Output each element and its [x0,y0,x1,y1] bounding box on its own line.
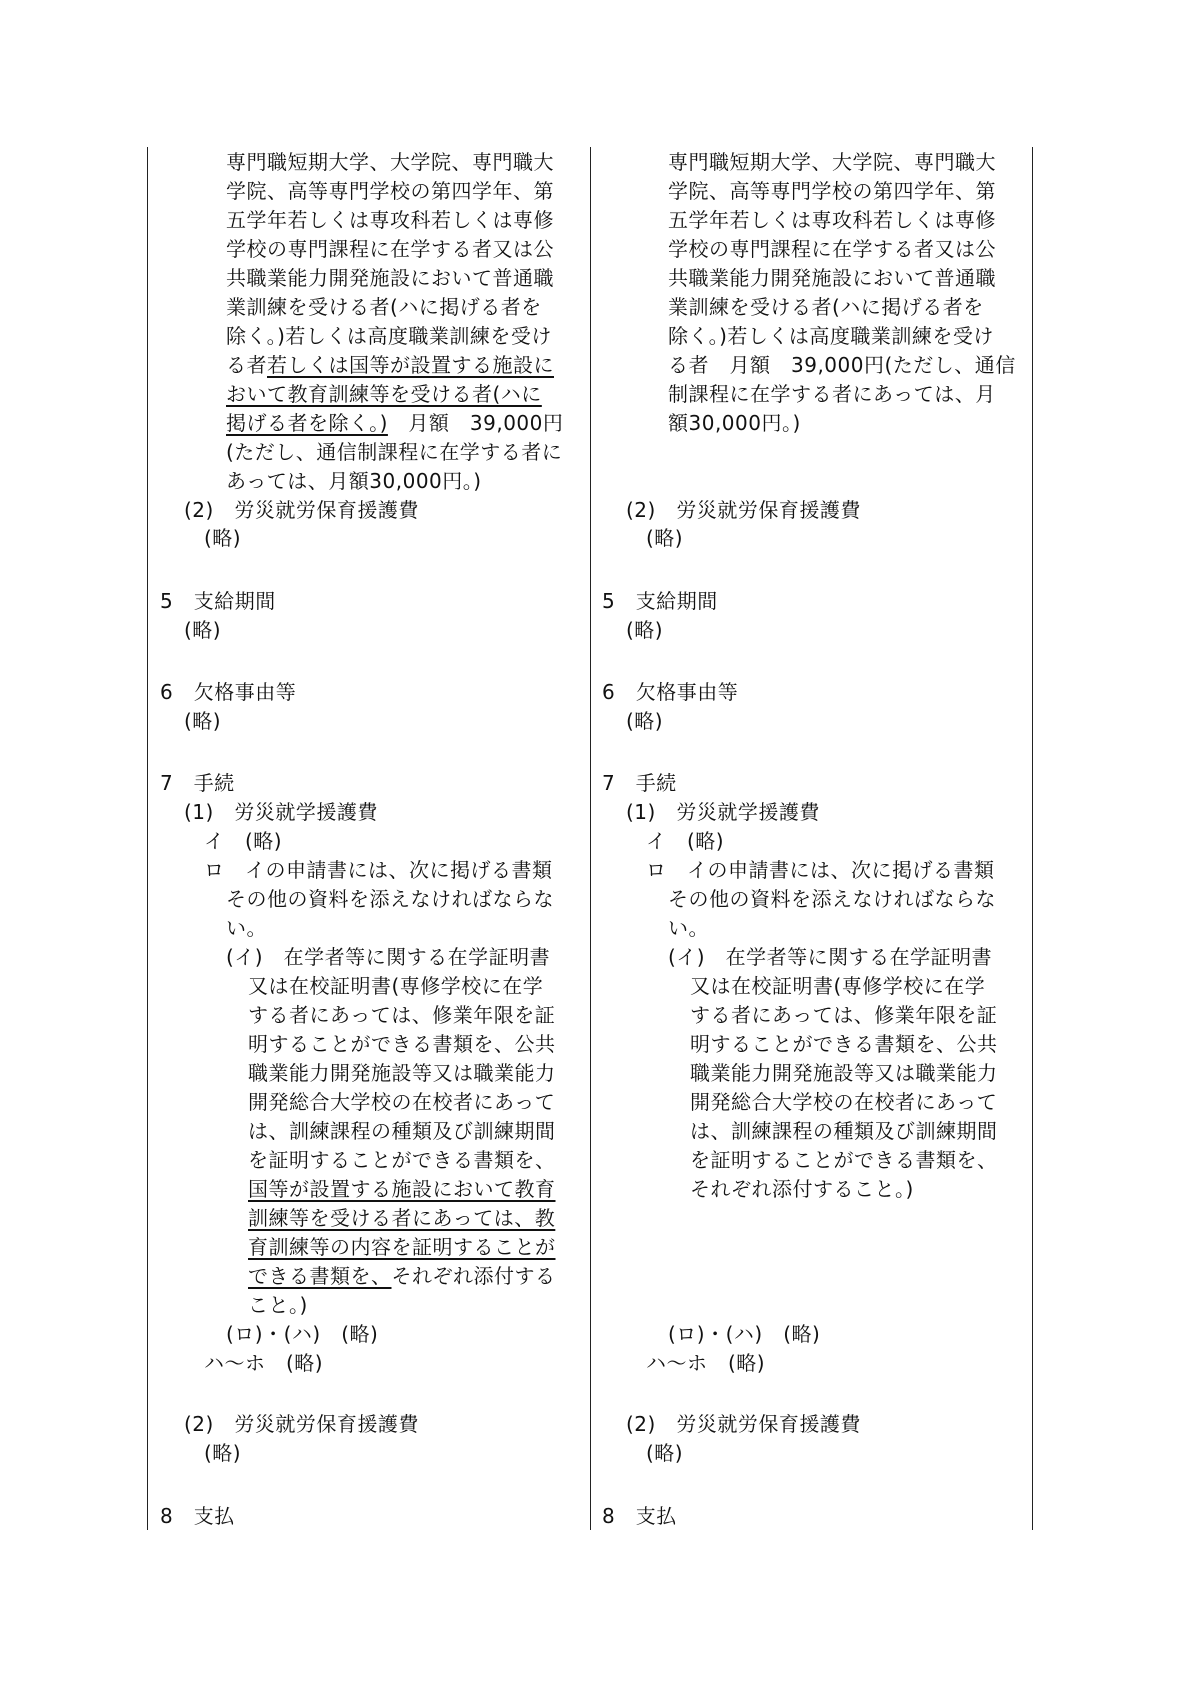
text-segment: 五学年若しくは専攻科若しくは専修 [668,208,996,232]
underlined-text: 育訓練等の内容を証明することが [248,1235,556,1259]
text-segment: 職業能力開発施設等又は職業能力 [690,1061,998,1085]
underlined-text: おいて教育訓練等を受ける者(ハに [226,382,542,406]
text-segment: 業訓練を受ける者(ハに掲げる者を [226,295,542,319]
text-segment: (略) [184,709,222,733]
text-segment: 学院、高等専門学校の第四学年、第 [668,179,996,203]
text-segment: は、訓練課程の種類及び訓練期間 [690,1119,998,1143]
text-segment: 又は在校証明書(専修学校に在学 [690,974,986,998]
text-segment: (1) 労災就学援護費 [626,800,820,824]
text-segment: 明することができる書類を、公共 [690,1032,998,1056]
text-line [668,264,996,293]
text-segment: (略) [626,618,664,642]
text-line [626,496,861,525]
text-segment: 専門職短期大学、大学院、専門職大 [668,150,996,174]
text-segment: (ただし、通信制課程に在学する者に [226,440,563,464]
text-segment: (1) 労災就学援護費 [184,800,378,824]
text-line [626,798,820,827]
text-segment: 制課程に在学する者にあっては、月 [668,382,996,406]
text-segment: (イ) 在学者等に関する在学証明書 [226,945,551,969]
underlined-text: 国等が設置する施設において教育 [248,1177,556,1201]
text-segment: (略) [646,526,684,550]
text-line [626,1410,861,1439]
text-segment: (略) [626,709,664,733]
text-segment: する者にあっては、修業年限を証 [690,1003,998,1027]
text-segment: (2) 労災就労保育援護費 [626,1412,861,1436]
text-segment: ハ～ホ (略) [646,1351,766,1375]
text-segment: 6 欠格事由等 [602,680,739,704]
text-segment: あっては、月額30,000円。) [226,469,482,493]
text-segment: ロ イの申請書には、次に掲げる書類 [204,858,553,882]
text-segment: 学校の専門課程に在学する者又は公 [226,237,554,261]
text-line [626,707,663,736]
text-segment: 共職業能力開発施設において普通職 [668,266,996,290]
text-segment: 学院、高等専門学校の第四学年、第 [226,179,554,203]
text-line [668,293,984,322]
text-line [690,1146,998,1175]
underlined-text: できる書類を、 [248,1264,392,1288]
text-line [668,235,996,264]
text-line [668,177,996,206]
text-line [668,914,709,943]
text-segment: 開発総合大学校の在校者にあって [690,1090,998,1114]
text-line [646,524,683,553]
underlined-text: 若しくは国等が設置する施設に [267,353,554,377]
text-segment: 7 手続 [602,771,677,795]
text-segment: 共職業能力開発施設において普通職 [226,266,554,290]
text-line [690,1059,998,1088]
text-segment: (2) 労災就労保育援護費 [626,498,861,522]
text-segment: (2) 労災就労保育援護費 [184,1412,419,1436]
text-segment: 又は在校証明書(専修学校に在学 [248,974,544,998]
text-line [690,1175,914,1204]
text-line [646,856,995,885]
text-line [602,1502,677,1531]
text-line [668,206,996,235]
text-segment: 五学年若しくは専攻科若しくは専修 [226,208,554,232]
underlined-text: 掲げる者を除く。) [226,411,388,435]
text-line [602,678,738,707]
text-segment: (ロ)・(ハ) (略) [226,1322,379,1346]
text-line [668,1320,820,1349]
text-segment: 専門職短期大学、大学院、専門職大 [226,150,554,174]
underlined-text: 訓練等を受ける者にあっては、教 [248,1206,556,1230]
text-segment: その他の資料を添えなければならな [226,887,554,911]
text-line [690,1001,997,1030]
text-segment: は、訓練課程の種類及び訓練期間 [248,1119,556,1143]
text-segment: ハ～ホ (略) [204,1351,324,1375]
text-segment: それぞれ添付すること。) [690,1177,914,1201]
text-segment: (ロ)・(ハ) (略) [668,1322,821,1346]
text-segment: (イ) 在学者等に関する在学証明書 [668,945,993,969]
text-segment: イ (略) [204,829,283,853]
text-segment: 業訓練を受ける者(ハに掲げる者を [668,295,984,319]
text-segment: (2) 労災就労保育援護費 [184,498,419,522]
text-segment: 5 支給期間 [160,589,276,613]
text-line [646,1349,765,1378]
text-segment: こと。) [248,1293,308,1317]
text-segment: 8 支払 [160,1504,235,1528]
text-segment: 5 支給期間 [602,589,718,613]
text-segment: い。 [226,916,267,940]
text-line [668,351,1016,380]
text-segment: (略) [204,526,242,550]
text-line [690,1088,997,1117]
text-segment: を証明することができる書類を、 [690,1148,998,1172]
text-segment: 学校の専門課程に在学する者又は公 [668,237,996,261]
text-line [690,1030,998,1059]
text-segment: 8 支払 [602,1504,677,1528]
text-segment: イ (略) [646,829,725,853]
text-segment: る者 月額 39,000円(ただし、通信 [668,353,1016,377]
text-segment: 開発総合大学校の在校者にあって [248,1090,556,1114]
text-segment: (略) [646,1441,684,1465]
text-segment: い。 [668,916,709,940]
text-line [668,380,996,409]
text-segment: (略) [204,1441,242,1465]
text-line [668,409,801,438]
text-segment: 7 手続 [160,771,235,795]
text-line [668,885,996,914]
text-line [646,1439,683,1468]
text-line [602,587,718,616]
text-line [668,943,992,972]
text-segment: ロ イの申請書には、次に掲げる書類 [646,858,995,882]
text-line [690,972,985,1001]
text-line [690,1117,998,1146]
text-line [626,616,663,645]
text-line [646,827,724,856]
text-segment: 額30,000円。) [668,411,801,435]
text-segment: を証明することができる書類を、 [248,1148,556,1172]
text-segment: る者 [226,353,267,377]
text-segment: 除く。)若しくは高度職業訓練を受け [226,324,552,348]
text-segment: 除く。)若しくは高度職業訓練を受け [668,324,994,348]
text-segment: 月額 39,000円 [387,411,564,435]
text-segment: 6 欠格事由等 [160,680,297,704]
text-segment: する者にあっては、修業年限を証 [248,1003,556,1027]
text-line [602,769,677,798]
text-segment: それぞれ添付する [391,1264,556,1288]
text-segment: 職業能力開発施設等又は職業能力 [248,1061,556,1085]
text-segment: 明することができる書類を、公共 [248,1032,556,1056]
text-line [668,322,994,351]
text-segment: (略) [184,618,222,642]
text-segment: その他の資料を添えなければならな [668,887,996,911]
text-line [668,148,996,177]
